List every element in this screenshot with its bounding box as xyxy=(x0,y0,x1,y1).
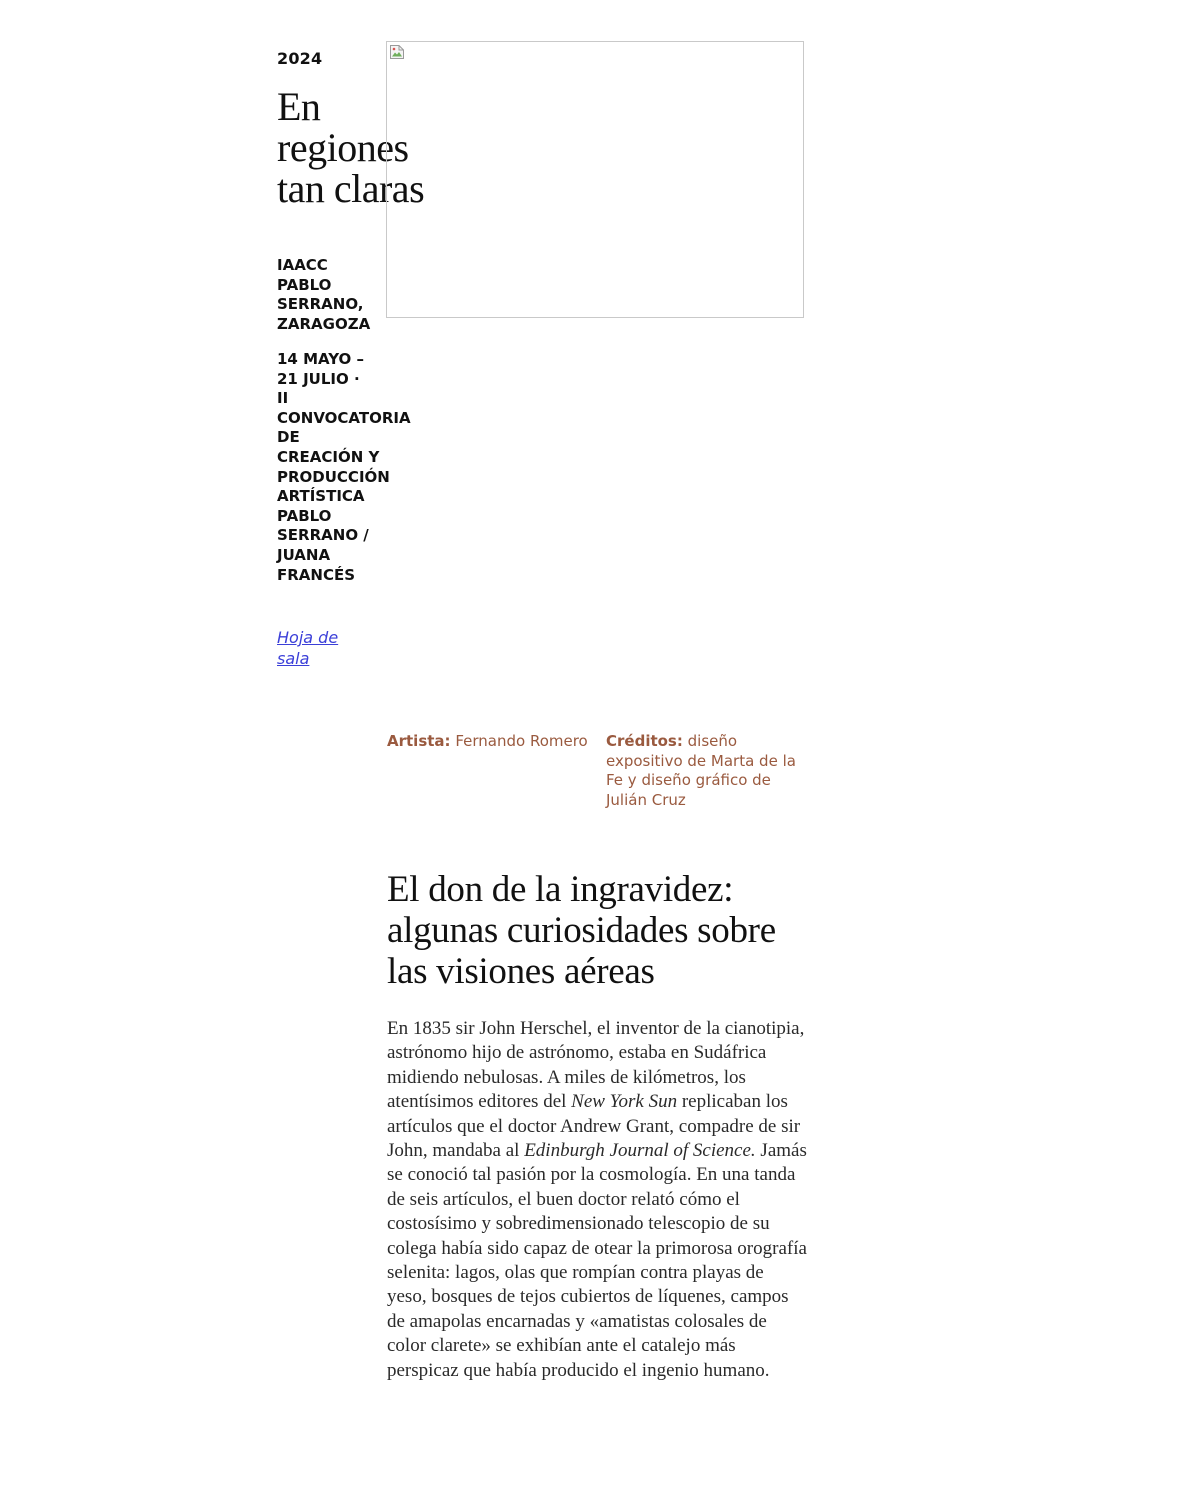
credit-artist xyxy=(387,732,597,752)
exhibition-venue: IAACC PABLO SERRANO, ZARAGOZA xyxy=(277,256,371,333)
credits-label: Créditos: xyxy=(606,732,683,750)
article-body-part-3: Jamás se conoció tal pasión por la cosmología. En una tanda de seis artículos, el buen doctor relató cómo el costosísimo y sobredimensionado telescopio de su colega había sido capaz de otear la primorosa orografía selenita: lagos, olas que rompían contra playas de yeso, bosques de tejos cubiertos de líquenes, campos de amapolas encarnadas y «amatistas colosales de color clarete» se exhibían ante el catalejo más perspicaz que había producido el ingenio humano. xyxy=(387,1140,807,1381)
article-body xyxy=(387,1017,807,1383)
hero-image xyxy=(386,41,804,318)
credits-value: diseño expositivo de Marta de la Fe y diseño gráfico de Julián Cruz xyxy=(606,732,796,809)
article-body-part-2: replicaban los artículos que el doctor Andrew Grant, compadre de sir John, mandaba al xyxy=(387,1091,801,1162)
exhibition-dates: 14 MAYO – 21 JULIO · II CONVOCATORIA DE CREACIÓN Y PRODUCCIÓN ARTÍSTICA PABLO SERRANO / JUANA FRANCÉS xyxy=(277,350,411,584)
artist-value: Fernando Romero xyxy=(455,732,588,750)
exhibition-year: 2024 xyxy=(277,49,323,68)
hoja-de-sala-link[interactable]: Hoja de sala xyxy=(277,628,339,668)
article-title: El don de la ingravidez: algunas curiosidades sobre las visiones aéreas xyxy=(387,869,776,992)
broken-image-icon xyxy=(389,44,405,60)
article-body-em-1: New York Sun xyxy=(571,1091,678,1113)
article-body-em-2: Edinburgh Journal of Science. xyxy=(524,1140,756,1162)
exhibition-title: En regiones tan claras xyxy=(277,84,425,211)
article-body-part-1: En 1835 sir John Herschel, el inventor de la cianotipia, astrónomo hijo de astrónomo, estaba en Sudáfrica midiendo nebulosas. A miles de kilómetros, los atentísimos editores del xyxy=(387,1018,805,1113)
credit-credits xyxy=(606,732,805,810)
artist-label: Artista: xyxy=(387,732,451,750)
